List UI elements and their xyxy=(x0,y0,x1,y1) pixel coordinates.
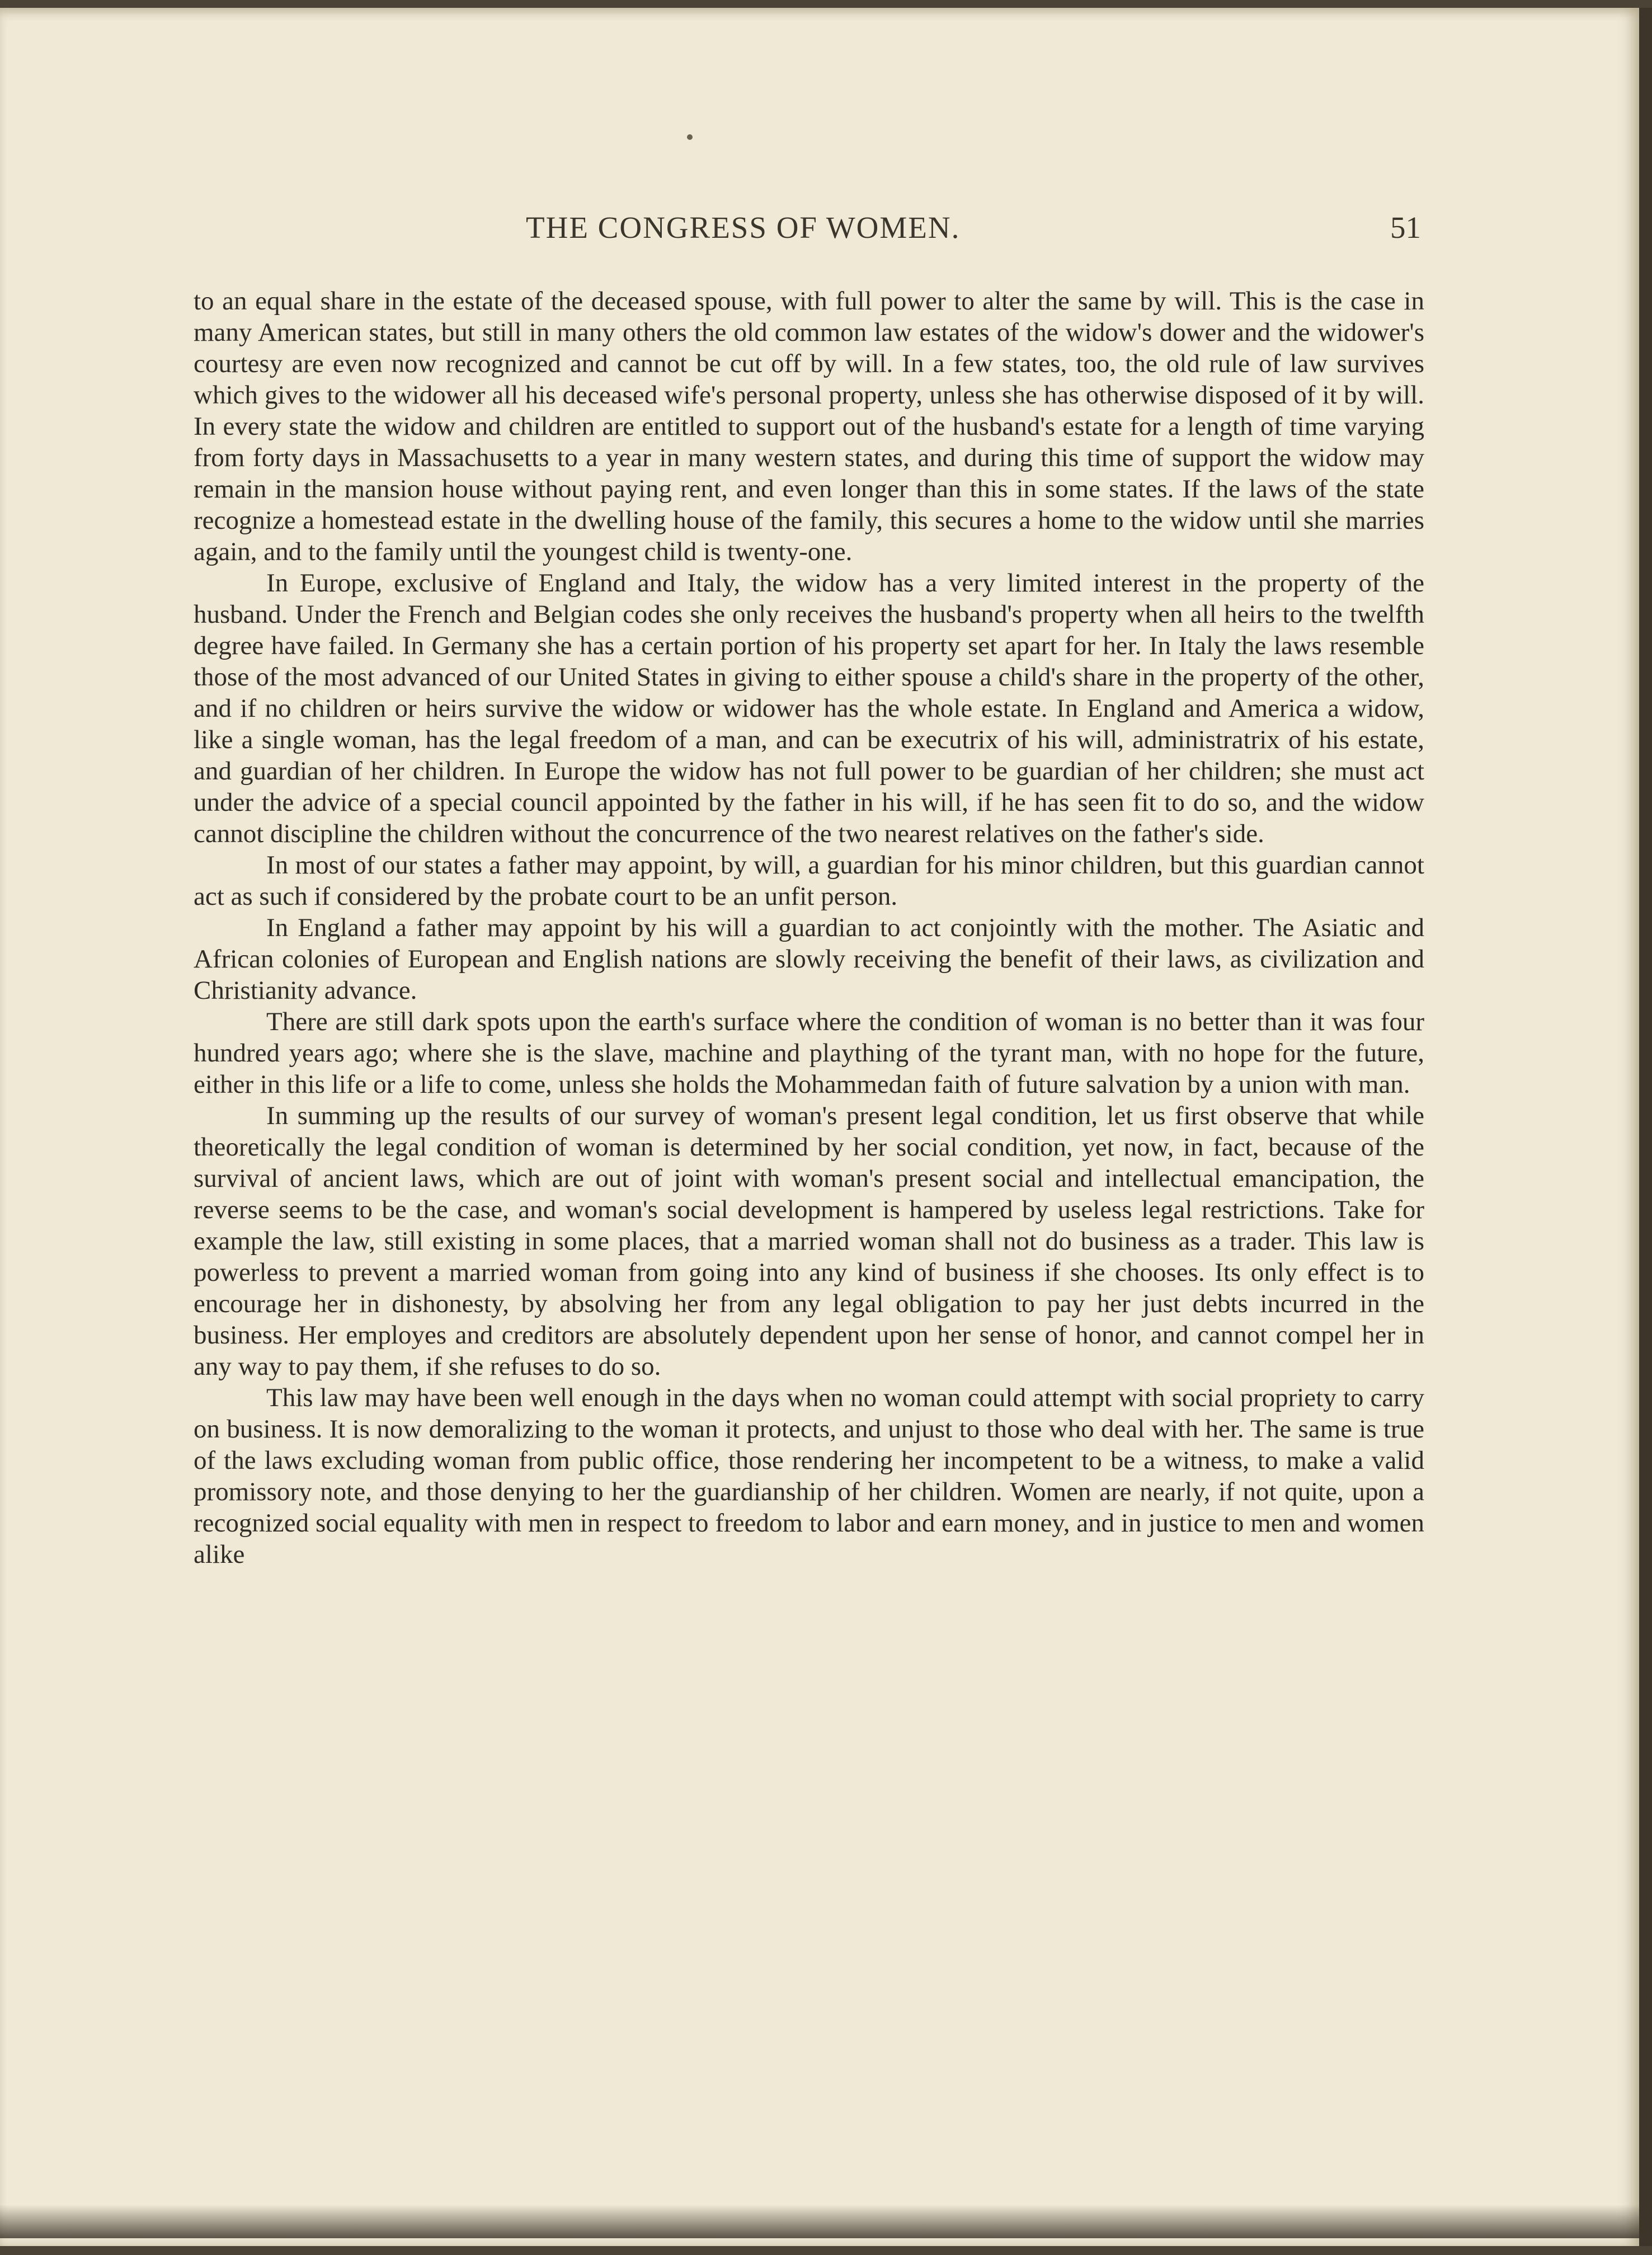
paragraph: In England a father may appoint by his will a guardian to act conjointly with the mother. The Asiatic and African colonies of European and English nations are slowly receiving the benefit of their laws, as civilization and Christianity advance. xyxy=(194,913,1424,1005)
bottom-shadow xyxy=(0,2182,1639,2238)
paragraph: There are still dark spots upon the earth's surface where the condition of woman is no better than it was four hundred years ago; where she is the slave, machine and plaything of the tyrant man, with no hope for the future, either in this life or a life to come, unless she holds the Mohammedan faith of future salvation by a union with man. xyxy=(194,1007,1424,1099)
running-head-title: THE CONGRESS OF WOMEN. xyxy=(526,210,961,245)
body-text xyxy=(194,285,1424,1570)
paragraph: to an equal share in the estate of the deceased spouse, with full power to alter the same by will. This is the case in many American states, but still in many others the old common law estates of the widow's dower and the widower's courtesy are even now recognized and cannot be cut off by will. In a few states, too, the old rule of law survives which gives to the widower all his deceased wife's personal property, unless she has otherwise disposed of it by will. In every state the widow and children are entitled to support out of the husband's estate for a length of time varying from forty days in Massachusetts to a year in many western states, and during this time of support the widow may remain in the mansion house without paying rent, and even longer than this in some states. If the laws of the state recognize a homestead estate in the dwelling house of the family, this secures a home to the widow until she marries again, and to the family until the youngest child is twenty-one. xyxy=(194,286,1424,566)
running-head xyxy=(190,210,1421,249)
paragraph: In Europe, exclusive of England and Italy, the widow has a very limited interest in the property of the husband. Under the French and Belgian codes she only receives the husband's property when all heirs to the twelfth degree have failed. In Germany she has a certain portion of his property set apart for her. In Italy the laws resemble those of the most advanced of our United States in giving to either spouse a child's share in the property of the other, and if no children or heirs survive the widow or widower has the whole estate. In England and America a widow, like a single woman, has the legal freedom of a man, and can be executrix of his will, administratrix of his estate, and guardian of her children. In Europe the widow has not full power to be guardian of her children; she must act under the advice of a special council appointed by the father in his will, if he has seen fit to do so, and the widow cannot discipline the children without the concurrence of the two nearest relatives on the father's side. xyxy=(194,569,1424,848)
page-edge xyxy=(1639,8,1652,2246)
paragraph: This law may have been well enough in the days when no woman could attempt with social propriety to carry on business. It is now demoralizing to the woman it protects, and unjust to those who deal with her. The same is true of the laws excluding woman from public office, those rendering her incompetent to be a witness, to make a valid promissory note, and those denying to her the guardianship of her children. Women are nearly, if not quite, upon a recognized social equality with men in respect to freedom to labor and earn money, and in justice to men and women alike xyxy=(194,1383,1424,1569)
paragraph: In most of our states a father may appoint, by will, a guardian for his minor children, but this guardian cannot act as such if considered by the probate court to be an unfit person. xyxy=(194,851,1424,911)
paragraph: In summing up the results of our survey of woman's present legal condition, let us first observe that while theoretically the legal condition of woman is determined by her social condition, yet now, in fact, because of the survival of ancient laws, which are out of joint with woman's present social and intellectual emancipation, the reverse seems to be the case, and woman's social development is hampered by useless legal restrictions. Take for example the law, still existing in some places, that a married woman shall not do business as a trader. This law is powerless to prevent a married woman from going into any kind of business if she chooses. Its only effect is to encourage her in dishonesty, by absolving her from any legal obligation to pay her just debts incurred in the business. Her employes and creditors are absolutely dependent upon her sense of honor, and cannot compel her in any way to pay them, if she refuses to do so. xyxy=(194,1101,1424,1381)
page-number: 51 xyxy=(1390,210,1421,245)
print-speck xyxy=(687,134,693,140)
